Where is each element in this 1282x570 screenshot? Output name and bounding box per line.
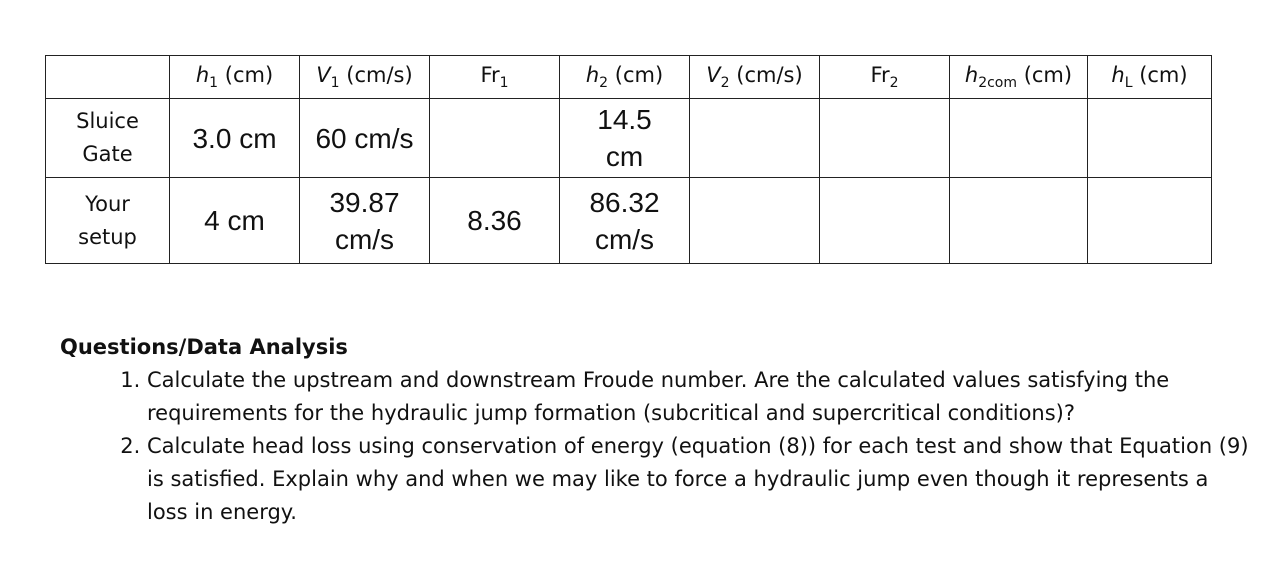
- cell-v1: 60 cm/s: [300, 99, 430, 178]
- cell-fr2: [820, 99, 950, 178]
- cell-h2com: [950, 178, 1088, 264]
- question-item: 1. Calculate the upstream and downstream Froude number. Are the calculated values satisfying the requirements for the hydraulic jump formation (subcritical and supercritical conditions)?: [147, 364, 1250, 430]
- cell-v1: 39.87 cm/s: [300, 178, 430, 264]
- row-label: Your setup: [46, 178, 170, 264]
- table-row-sluice-gate: [46, 99, 1212, 178]
- header-empty: [46, 56, 170, 99]
- questions-list: [60, 364, 1250, 529]
- data-table: [45, 55, 1212, 264]
- cell-v2: [690, 99, 820, 178]
- header-h1: $h_1$ (cm): [170, 56, 300, 99]
- table-row-your-setup: [46, 178, 1212, 264]
- header-v2: $V_2$ (cm/s): [690, 56, 820, 99]
- cell-h1: 4 cm: [170, 178, 300, 264]
- header-fr1: $Fr_1$: [430, 56, 560, 99]
- row-label: Sluice Gate: [46, 99, 170, 178]
- header-hl: $h_L$ (cm): [1088, 56, 1212, 99]
- cell-h2: 14.5 cm: [560, 99, 690, 178]
- cell-h2: 86.32 cm/s: [560, 178, 690, 264]
- cell-h2com: [950, 99, 1088, 178]
- header-h2: $h_2$ (cm): [560, 56, 690, 99]
- cell-fr1: [430, 99, 560, 178]
- header-row: [46, 56, 1212, 99]
- cell-hl: [1088, 99, 1212, 178]
- cell-hl: [1088, 178, 1212, 264]
- cell-v2: [690, 178, 820, 264]
- question-item: 2. Calculate head loss using conservation of energy (equation (8)) for each test and show that Equation (9) is satisfied. Explain why and when we may like to force a hydraulic jump even though it represents a loss in energy.: [147, 430, 1250, 529]
- cell-fr1: 8.36: [430, 178, 560, 264]
- header-fr2: $Fr_2$: [820, 56, 950, 99]
- questions-title: Questions/Data Analysis: [60, 335, 348, 359]
- header-h2com: $h_{2com}$ (cm): [950, 56, 1088, 99]
- cell-fr2: [820, 178, 950, 264]
- header-v1: $V_1$ (cm/s): [300, 56, 430, 99]
- questions-section: [60, 331, 1250, 529]
- cell-h1: 3.0 cm: [170, 99, 300, 178]
